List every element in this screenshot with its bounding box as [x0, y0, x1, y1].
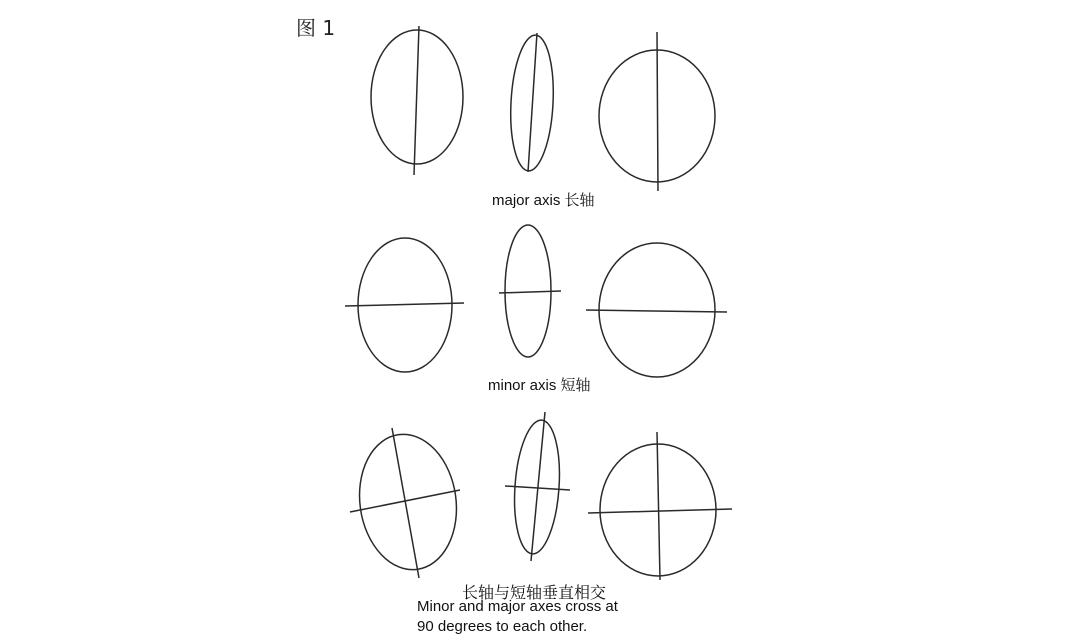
caption-crossing-english: [417, 597, 677, 637]
row-crossing-axes: [350, 412, 732, 580]
ellipse-3-major: [599, 32, 715, 191]
major-axis-line: [528, 33, 537, 172]
caption-minor-axis: minor axis 短轴: [488, 377, 591, 394]
ellipse-1-major: [371, 26, 463, 175]
major-axis-line: [531, 412, 545, 561]
caption-crossing-english-line2: 90 degrees to each other.: [417, 618, 588, 635]
ellipse-1-minor: [345, 238, 464, 372]
row-major-axis: [371, 26, 715, 191]
major-axis-line: [414, 26, 419, 175]
ellipse-2-cross: [505, 412, 570, 561]
ellipse-2-major: [507, 33, 556, 172]
caption-crossing-english-line1: Minor and major axes cross at: [417, 598, 618, 615]
ellipse-shape: [351, 428, 465, 576]
major-axis-line: [657, 432, 660, 580]
caption-crossing-chinese: 长轴与短轴垂直相交: [462, 583, 607, 602]
minor-axis-line: [586, 310, 727, 312]
minor-axis-line: [350, 490, 460, 512]
major-axis-line: [657, 32, 658, 191]
minor-axis-line: [588, 509, 732, 513]
ellipse-1-cross: [350, 428, 465, 578]
ellipse-3-minor: [586, 243, 727, 377]
row-minor-axis: [345, 225, 727, 377]
minor-axis-line: [345, 303, 464, 306]
ellipse-2-minor: [499, 225, 561, 357]
ellipse-3-cross: [588, 432, 732, 580]
caption-major-axis: major axis 长轴: [492, 192, 595, 209]
figure-label: 图 1: [296, 16, 336, 40]
